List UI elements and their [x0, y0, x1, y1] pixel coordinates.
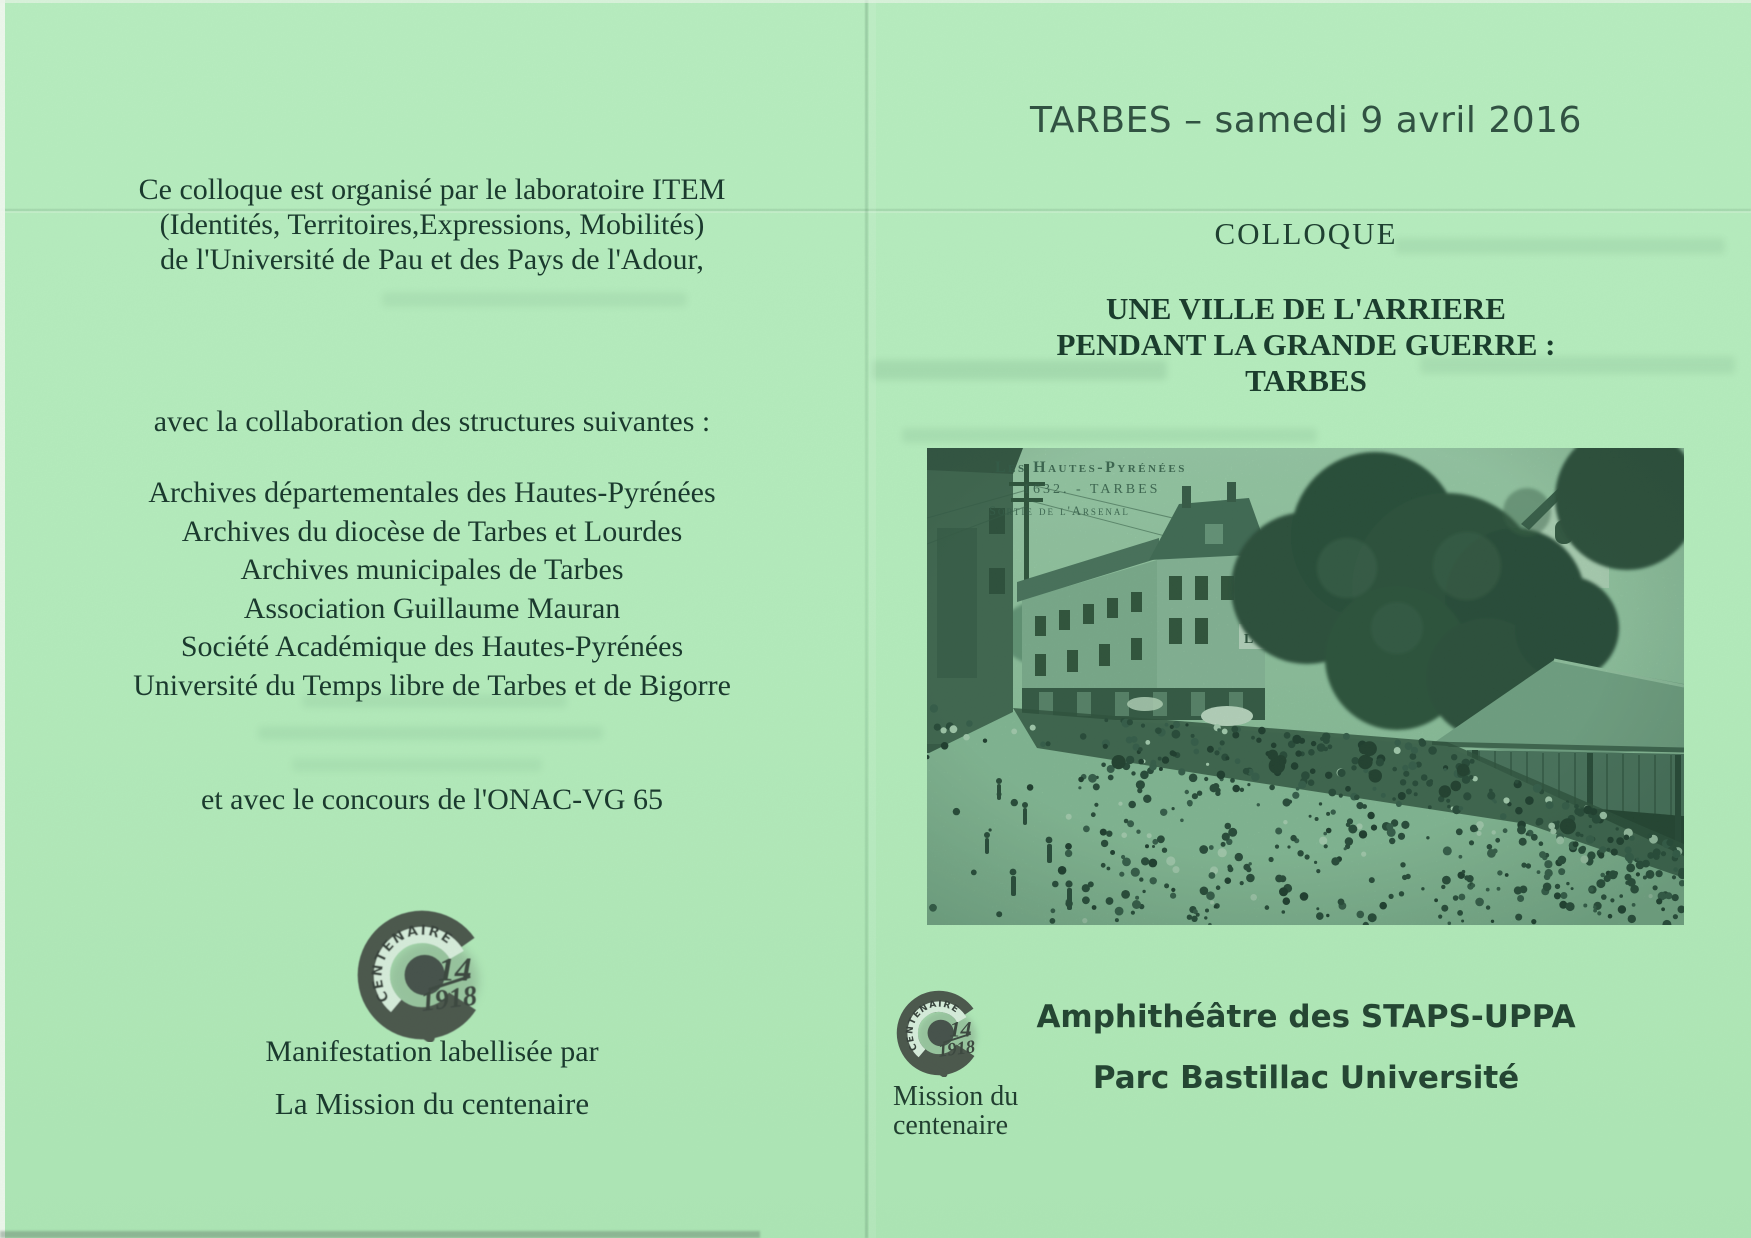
venue-line-1: Amphithéâtre des STAPS-UPPA	[1036, 999, 1576, 1035]
event-title-line-2: PENDANT LA GRANDE GUERRE :	[1056, 327, 1556, 362]
bleed-through-text	[382, 292, 687, 307]
venue-line-2: Parc Bastillac Université	[1092, 1060, 1520, 1096]
mission-caption-line-1: Mission du	[893, 1081, 1019, 1112]
vertical-fold-highlight	[869, 0, 876, 1238]
event-title-line-3: TARBES	[1245, 363, 1367, 398]
organizer-line-1: Ce colloque est organisé par le laboratoire ITEM	[138, 173, 726, 206]
label-line-1: Manifestation labellisée par	[265, 1035, 599, 1068]
scan-edge-left	[0, 0, 5, 1238]
bleed-through-text	[902, 428, 1317, 443]
bleed-through-text	[1420, 356, 1735, 374]
bleed-through-text	[302, 694, 567, 708]
centenaire-logo	[355, 908, 489, 1042]
partner-item: Université du Temps libre de Tarbes et de Bigorre	[133, 668, 731, 702]
organizer-line-3: de l'Université de Pau et des Pays de l'Adour,	[160, 243, 704, 276]
date-heading: TARBES – samedi 9 avril 2016	[1030, 100, 1582, 141]
bleed-through-text	[872, 360, 1167, 380]
scan-edge-bottom	[0, 1231, 760, 1238]
label-line-2: La Mission du centenaire	[274, 1086, 590, 1121]
partner-item: Société Académique des Hautes-Pyrénées	[180, 630, 684, 663]
organizer-line-2: (Identités, Territoires,Expressions, Mobilités)	[159, 208, 705, 241]
bleed-through-text	[1395, 238, 1725, 254]
photo-grain	[927, 448, 1684, 925]
bleed-through-text	[258, 726, 603, 740]
bleed-through-text	[292, 758, 542, 772]
partner-item: Archives du diocèse de Tarbes et Lourdes	[181, 514, 683, 548]
partner-item: Association Guillaume Mauran	[243, 591, 621, 625]
collaboration-heading: avec la collaboration des structures suivantes :	[153, 405, 711, 438]
event-title	[866, 291, 1746, 399]
vertical-fold-crease	[865, 0, 868, 1238]
organizer-paragraph	[52, 172, 812, 277]
event-type: COLLOQUE	[1214, 216, 1398, 251]
partner-list	[52, 474, 812, 705]
postcard-photo	[927, 448, 1684, 925]
mission-caption-line-2: centenaire	[893, 1110, 1009, 1141]
partner-item: Archives départementales des Hautes-Pyrénées	[148, 476, 716, 509]
partner-item: Archives municipales de Tarbes	[240, 553, 624, 586]
event-title-line-1: UNE VILLE DE L'ARRIERE	[1106, 291, 1506, 326]
scan-edge-top	[0, 0, 1751, 3]
support-line: et avec le concours de l'ONAC-VG 65	[201, 783, 663, 816]
